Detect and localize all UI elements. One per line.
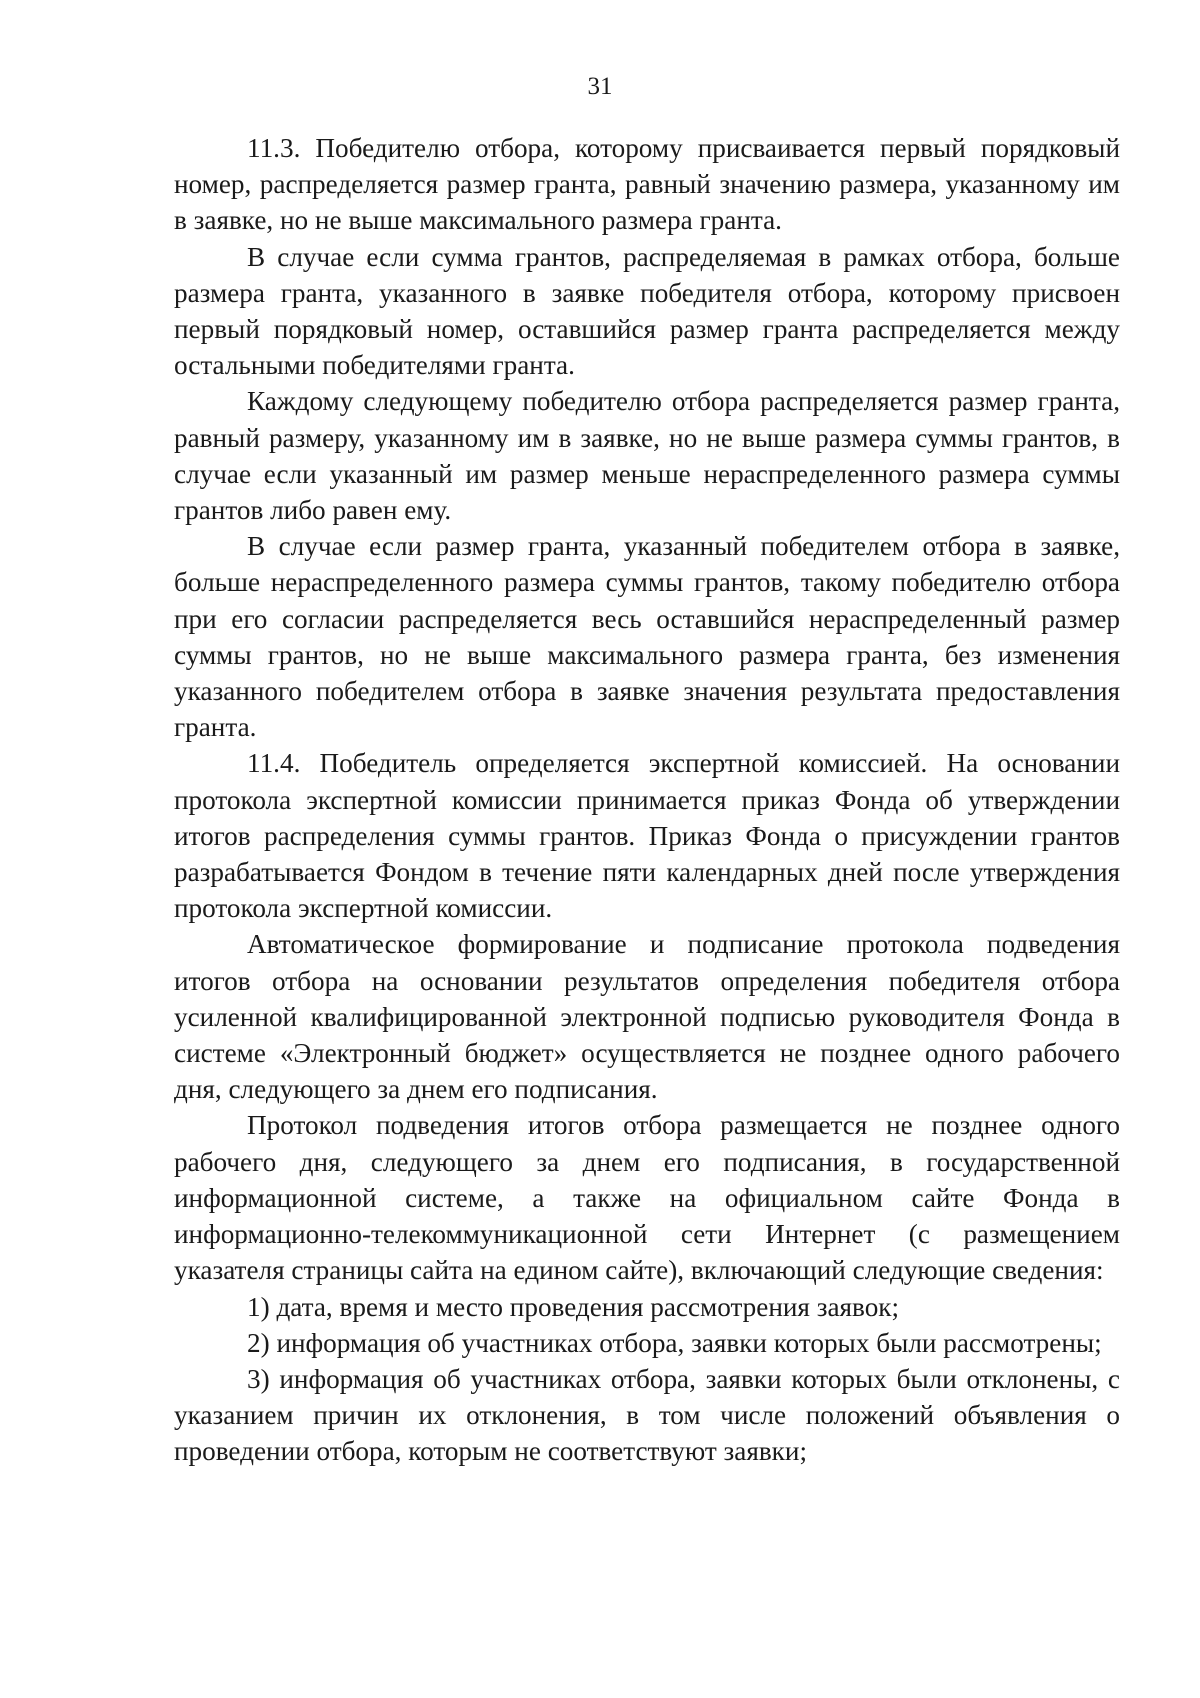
list-item-2: 2) информация об участниках отбора, заявки которых были рассмотрены; xyxy=(247,1327,1102,1358)
page-number: 31 xyxy=(587,73,613,100)
paragraph-remaining-grant: В случае если сумма грантов, распределяемая в рамках отбора, больше размера гранта, указанного в заявке победителя отбора, которому присвоен первый порядковый номер, оставшийся размер гранта распределяется между остальными победителями гранта. xyxy=(174,241,1120,381)
paragraph-protocol-signing: Автоматическое формирование и подписание протокола подведения итогов отбора на основании результатов определения победителя отбора усиленной квалифицированной электронной подписью руководителя Фонда в системе «Электронный бюджет» осуществляется не позднее одного рабочего дня, следующего за днем его подписания. xyxy=(174,929,1120,1105)
paragraph-excess-request: В случае если размер гранта, указанный победителем отбора в заявке, больше нераспределенного размера суммы грантов, такому победителю отбора при его согласии распределяется весь оставшийся нераспределенный размер суммы грантов, но не выше максимального размера гранта, без изменения указанного победителем отбора в заявке значения результата предоставления гранта. xyxy=(174,531,1120,743)
list-item-3: 3) информация об участниках отбора, заявки которых были отклонены, с указанием причин их отклонения, в том числе положений объявления о проведении отбора, которым не соответствуют заявки; xyxy=(174,1363,1120,1467)
list-item-1: 1) дата, время и место проведения рассмотрения заявок; xyxy=(247,1291,900,1322)
paragraph-protocol-publication: Протокол подведения итогов отбора размещается не позднее одного рабочего дня, следующего за днем его подписания, в государственной информационной системе, а также на официальном сайте Фонда в информационно-телекоммуникационной сети Интернет (с размещением указателя страницы сайта на едином сайте), включающий следующие сведения: xyxy=(174,1110,1120,1286)
document-body xyxy=(174,130,1120,1470)
paragraph-11-4: 11.4. Победитель определяется экспертной комиссией. На основании протокола экспертной комиссии принимается приказ Фонда об утверждении итогов распределения суммы грантов. Приказ Фонда о присуждении грантов разрабатывается Фондом в течение пяти календарных дней после утверждения протокола экспертной комиссии. xyxy=(174,748,1120,924)
paragraph-11-3: 11.3. Победителю отбора, которому присваивается первый порядковый номер, распределяется размер гранта, равный значению размера, указанному им в заявке, но не выше максимального размера гранта. xyxy=(174,133,1120,236)
paragraph-next-winner: Каждому следующему победителю отбора распределяется размер гранта, равный размеру, указанному им в заявке, но не выше размера суммы грантов, в случае если указанный им размер меньше нераспределенного размера суммы грантов либо равен ему. xyxy=(174,386,1120,526)
